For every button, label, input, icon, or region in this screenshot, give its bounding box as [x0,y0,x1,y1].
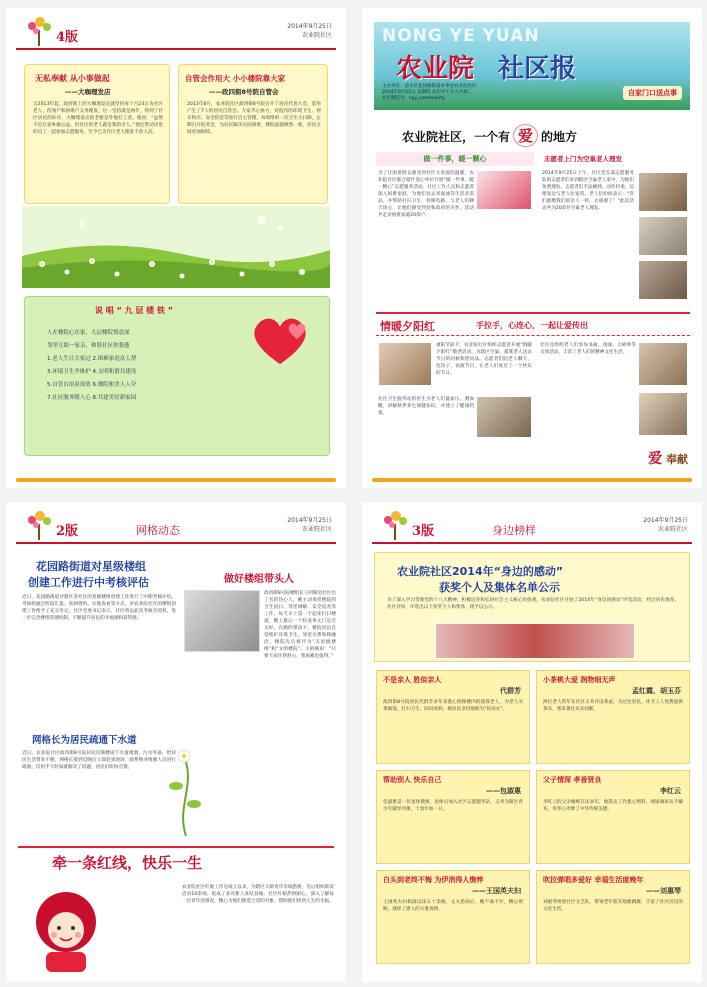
footer-slogan: 爱 奉献 [648,451,688,467]
award-item-name: 李红云 [660,787,681,795]
heart-tree-logo-icon [24,16,54,48]
bride-cartoon-illustration [20,882,112,974]
masthead-title-right: 社区报 [498,54,577,84]
page-bottom-bar [372,478,692,482]
award-intro: 为了深入学习贯彻党的十八大精神，积极培育和弘扬社会主义核心价值观，农业院社区开展了2014年“身边的感动”评选活动，经过居民推荐、社区评审，评选出以下获奖个人和集体，现予以公示。 [387,598,679,610]
page-bottom-bar [16,478,336,482]
page-date: 2014年9月25日 农业院社区 [287,517,332,533]
award-item-name: ——刘惠琴 [646,887,681,895]
award-item [536,670,690,764]
photo-haircut-3 [638,260,688,300]
page-date: 2014年9月25日 农业院社区 [287,23,332,39]
story-title: 无私奉献 从小事做起 [35,74,110,83]
story-title: 自管会作用大 小小楼院靠大家 [185,74,286,83]
photo-elderly-4 [638,392,688,436]
main-body: 近日，花园路街道对辖区各社区的星级楼组创建工作进行了中期考核评估。考核组通过听取汇报、查阅资料、实地查看等方式，对农业院社区的楼组创建工作给予了充分肯定。社区党委书记表示，社区将以此次考核为契机，进一步完善楼组管理机制，不断提升居民的幸福感和获得感。 [22,595,176,621]
page-section: 身边榜样 [492,524,536,537]
award-item-body: 包淑惠是一位退休教师，退休后加入社区志愿服务队，义务为辖区青少年辅导功课，十余年如一日。 [383,800,523,812]
masthead-info [382,84,477,102]
award-item-title: 白头到老终不悔 为伊消得人憔悴 [383,876,484,884]
page-badge: 2版 [56,524,79,539]
photo-haircut-2 [638,216,688,256]
award-item [376,670,530,764]
photo-elderly-2 [476,396,532,438]
poem-lines [47,327,237,405]
col-left-header: 做一件事，暖一颗心 [376,152,534,166]
story-body: 自2013年起，政府街上的大咖理发店就坚持每个月23日为社区老人、伤残户和困难户义务理发，这一坚持就是两年，得到了社区居民的好评。大咖理发店的老板是外地打工者，他说：“虽然不是在家乡做公益，但社区的老人就是我的亲人。”他还带动店里的员工一起参加志愿服务，至今已为社区老人理发千余人次。 [33,102,163,135]
masthead-info-line: 主办单位：金水区花园路街道办事处农业院社区 [382,84,477,89]
committee-story-box [178,64,328,204]
sunset-banner: 情暖夕阳红 手拉手，心连心，一起让爱传出 [376,312,690,336]
story-body: 2013年8月，农业院社区政四街8号院召开了居民代表大会，选举产生了7人的居民自管会。大家齐心协力，对院内的环境卫生、停车秩序、安全防范等进行自主管理，每周组织一次卫生大扫除，定期召开院务会，为居民解决实际困难，楼院面貌焕然一新，居民之间更加和睦。 [187,102,321,135]
banner-body-2: 社区卫生服务站的医生为老人们量血压、测血糖，讲解秋季养生保健知识，并建立了健康档案。 [378,397,474,416]
page-section: 网格动态 [136,524,180,537]
poem-line: 5.自管自治显成效 6.楼院和美人人夸 [47,382,137,388]
award-item-name: ——包淑惠 [486,787,521,795]
award-item-body: 两位老人常年在社区义务开设茶桌，为过往居民、环卫工人免费提供茶水，寒来暑往从未间断。 [543,700,683,712]
banner-body-3: 社区还组织老人们参加书画、戏曲、太极拳等文体活动，丰富了老人们的精神文化生活。 [540,343,636,355]
front-headline: 农业院社区，一个有 爱 的地方 [402,124,577,147]
col-right-body: 2014年9月25日上午，社区党支部志愿服务队的志愿者们来到辖区空巢老人家中，为他们免费理发。志愿者们手法娴熟，动作轻柔，边理发边与老人拉家常。老人们纷纷表示：“你们就像我们的亲人一样，太感谢了！”此次活动共为20余位空巢老人理发。 [542,171,634,211]
right-body: 政四街8号院楼组长王阿姨是社区出了名的热心人。她主动承担楼院的卫生清扫、邻里调解、安全巡查等工作，每天早上第一个起床打扫楼道，晚上最后一个检查单元门是否关好。在她的带动下，楼院居民自觉维护环境卫生，邻里关系和睦融洽，楼院先后被评为“五星级楼组”和“文明楼院”。王阿姨说：“只要大家住得舒心，我再累也值得。” [264,591,336,659]
award-item [536,770,690,864]
poem-line: 3.环境卫生齐维护 4.文明和谐共建设 [47,369,137,375]
poem-line: 邻里互助一家亲，和谐社区你我他 [47,343,130,349]
hearts-icon [245,309,315,369]
poem-title: 说 唱 “ 九 层 楼 铁 ” [95,306,174,315]
poem-line: 人在楼院心在家，九层楼院情意深 [47,330,130,336]
page-header [372,510,692,544]
col-left-body: 为了让困难群众感受到社区大家庭的温暖，农业院社区联合辖区爱心单位开展“做一件事，暖一颗心”志愿服务活动。社区工作人员和志愿者深入困难家庭，为他们送去米面油等生活必需品，并帮助打扫卫生、检修电路，与老人们聊天谈心，让他们感受到党和政府的关怀。活动共走访困难家庭20余户。 [378,171,474,218]
award-item-body: 政四街8号院居民代群芳多年来悉心照顾楼内的孤寡老人，为老人买菜做饭、打扫卫生、陪同看病，被居民亲切地称为“好闺女”。 [383,700,523,712]
banner-body-1: 重阳节前夕，农业院社区组织志愿者开展“情暖夕阳红”敬老活动，为辖区空巢、孤寡老人送去节日的问候和慰问品。志愿者们陪老人聊天、包饺子、表演节目，让老人们度过了一个快乐的节日。 [436,343,532,376]
photo-gift-ribbon [476,170,532,210]
sub-title: 网格长为居民疏通下水道 [32,735,137,746]
photo-haircut-1 [638,172,688,212]
photo-interview [184,590,260,652]
sub-body: 近日，农业院社区政四街8号院居民反映楼道下水道堵塞，污水外溢，给居民生活带来不便。网格长接到反映后立即赶到现场，联系物业维修人员进行疏通，仅用半天时间就解决了问题，居民们纷纷点赞。 [22,751,176,770]
red-line-banner: 牵一条红线，快乐一生 [18,846,334,876]
photo-elderly-3 [638,342,688,386]
page-header [16,510,336,544]
page-badge: 3版 [412,524,435,539]
banner-body-continued [116,906,178,974]
banner-body: 农业院社区红娘工作室成立以来，为辖区大龄青年牵线搭桥，先后组织联谊活动10余场，促成了多对新人喜结良缘。社区红娘热情耐心，深入了解每一位青年的情况，精心为他们挑选合适的对象，帮助他们找到人生的幸福。 [182,885,334,904]
page-3-sheet [362,502,702,982]
award-item-body: 王国英夫妇相濡以沫五十余载，丈夫患病后，她不离不弃，精心照顾，演绎了感人的夫妻真情。 [383,900,523,912]
award-item-body: 刘惠琴组建社区文艺队，带领老年朋友唱歌跳舞，丰富了社区居民的文化生活。 [543,900,683,912]
page-2-sheet [6,502,346,982]
right-title: 做好楼组带头人 [224,574,294,585]
award-item-body: 李红云的父亲瘫痪在床多年，他辞去工作悉心照料，端屎端尿从不嫌弃，用孝心诠释了中华传统美德。 [543,800,683,812]
photo-elderly-1 [378,342,432,386]
award-item-title: 不是亲人 胜似亲人 [383,676,442,684]
poem-line: 1.老人生日大家过 2.困难家庭众人帮 [47,356,137,362]
award-item [376,770,530,864]
page-date: 2014年9月25日 农业院社区 [643,517,688,533]
page-1-front-sheet [362,8,702,488]
award-item-title: 吹拉弹唱多爱好 幸福生活度晚年 [543,876,644,884]
page-header [16,16,336,50]
award-item-title: 小茶桃大爱 润物细无声 [543,676,616,684]
page-4-sheet [6,8,346,488]
flower-meadow-illustration [22,206,330,288]
masthead-info-line: 2014年9月25日 星期四 农历甲午年九月初二 [382,90,473,95]
award-title-line1: 农业院社区2014年“身边的感动” [397,565,564,578]
masthead-english: NONG YE YUAN [382,26,540,46]
main-title-line1: 花园路街道对星级楼组 [36,560,146,573]
award-title-box [374,552,690,662]
poem-box [24,296,330,456]
masthead-slogan: 自家门口送点事 [623,86,682,100]
award-item-name: 代群芳 [500,687,521,695]
award-item-title: 父子情深 孝善贤良 [543,776,602,784]
col-right-header: 志愿者上门为空巢老人理发 [544,155,622,163]
story-subtitle: ——大咖理发店 [65,88,111,96]
award-item-title: 帮助别人 快乐自己 [383,776,442,784]
heart-tree-logo-icon [380,510,410,542]
heart-tree-logo-icon [24,510,54,542]
award-item-name: ——王国英夫妇 [472,887,521,895]
award-item [536,870,690,964]
photo-group [435,623,635,659]
main-title-line2: 创建工作进行中考核评估 [28,576,149,589]
flower-vine-illustration [156,746,216,836]
masthead-title-left: 农业院 [396,54,475,84]
story-subtitle: ——政四街8号院自管会 [209,88,279,96]
page-badge: 4版 [56,30,79,45]
masthead [374,22,690,110]
barber-story-box [24,64,170,204]
poem-line: 7.社区服务暖人心 8.共建美好新家园 [47,395,137,401]
award-title-line2: 获奖个人及集体名单公示 [439,581,560,594]
award-item-name: 孟红霞、胡玉芬 [632,687,681,695]
award-item [376,870,530,964]
headline-love-char: 爱 [513,124,538,147]
masthead-info-line: 社区微信号：nyy_community [382,96,445,101]
